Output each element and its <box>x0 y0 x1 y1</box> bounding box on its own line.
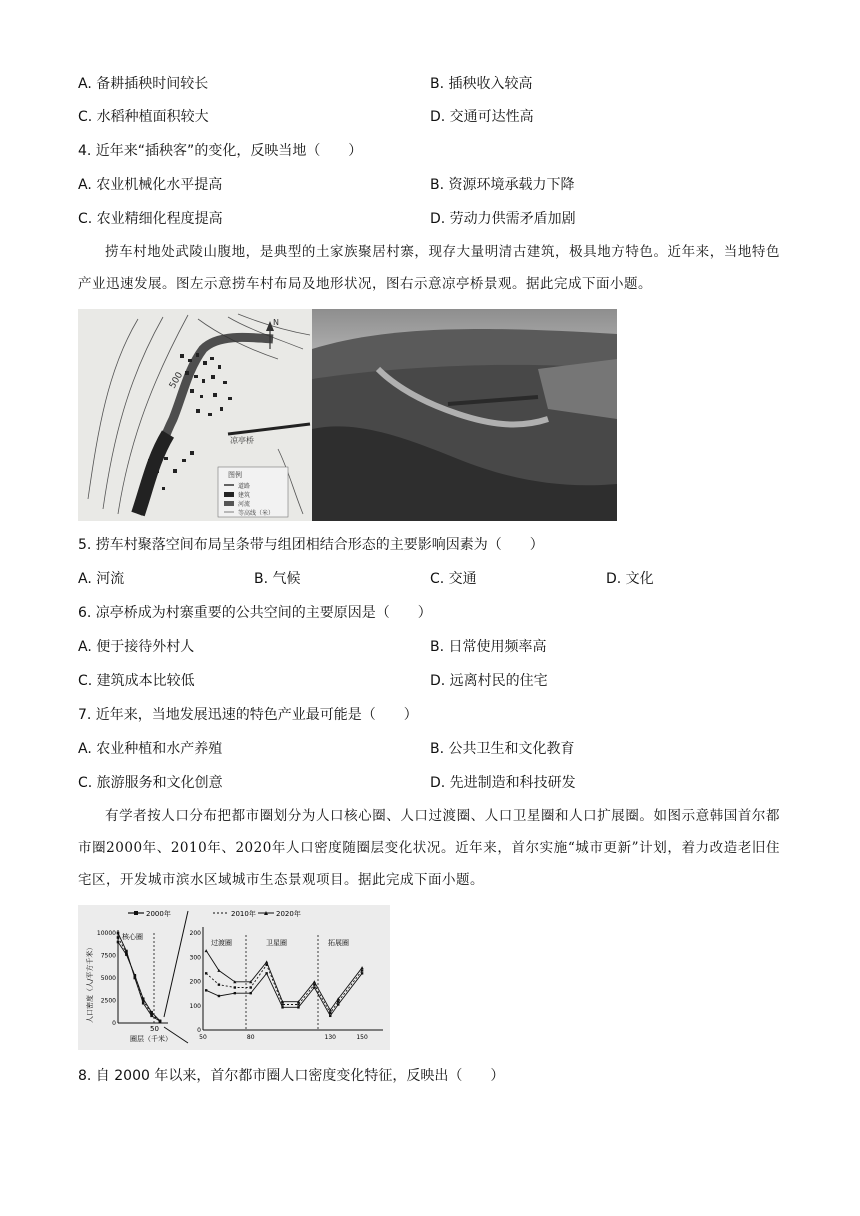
right-point <box>360 966 363 969</box>
zone-core-label: 核心圈 <box>122 933 143 941</box>
right-point <box>205 989 207 991</box>
q6-option-b: B. 日常使用频率高 <box>430 639 547 655</box>
q4-option-b: B. 资源环境承载力下降 <box>430 177 575 193</box>
left-point <box>134 974 137 977</box>
zone-expansion-label: 拓展圈 <box>328 939 349 947</box>
legend-building: 建筑 <box>238 492 251 499</box>
zone-satellite-label: 卫星圈 <box>266 939 287 947</box>
north-label: N <box>273 318 279 327</box>
left-point <box>117 941 120 944</box>
right-point <box>337 1003 339 1005</box>
right-point <box>265 972 267 974</box>
right-series <box>205 949 364 1017</box>
right-y-ticks <box>190 930 202 1034</box>
right-y-tick: 200 <box>189 930 201 937</box>
q7-option-c: C. 旅游服务和文化创意 <box>78 775 223 791</box>
q6-option-c: C. 建筑成本比较低 <box>78 673 195 689</box>
left-point <box>117 932 120 935</box>
passage-2: 有学者按人口分布把都市圈划分为人口核心圈、人口过渡圈、人口卫星圈和人口扩展圈。如图示意韩国首尔都市圈2000年、2010年、2020年人口密度随圈层变化状况。近年来，首尔实施“城市更新”计划，着力改造老旧住宅区，开发城市滨水区域城市生态景观项目。据此完成下面小题。 <box>78 808 780 888</box>
legend-river: 河流 <box>238 501 251 508</box>
left-y-tick: 10000 <box>96 930 116 937</box>
left-y-ticks <box>97 930 116 1027</box>
left-point <box>142 997 145 1000</box>
right-y-tick: 100 <box>189 1002 201 1010</box>
contour-label: 500 <box>167 370 186 391</box>
legend-2010: 2010年 <box>231 910 256 918</box>
right-point <box>218 983 220 985</box>
legend-title: 图例 <box>228 471 242 479</box>
zone-transition-label: 过渡圈 <box>211 939 232 947</box>
left-point <box>150 1011 153 1014</box>
q5-option-b: B. 气候 <box>254 571 301 587</box>
right-series-line-2000年 <box>206 973 362 1016</box>
left-y-tick: 0 <box>112 1020 116 1027</box>
legend-road: 道路 <box>238 483 251 490</box>
q3-option-d: D. 交通可达性高 <box>430 109 534 125</box>
left-point <box>159 1020 162 1023</box>
q7-option-d: D. 先进制造和科技研发 <box>430 775 576 791</box>
x-axis-label: 圈层（千米） <box>130 1035 172 1043</box>
q4-option-c: C. 农业精细化程度提高 <box>78 211 223 227</box>
y-axis-label: 人口密度（人/平方千米） <box>86 943 94 1023</box>
bridge-label: 凉亭桥 <box>230 436 254 445</box>
right-point <box>297 1003 299 1005</box>
right-point <box>281 1006 283 1008</box>
left-y-tick: 2500 <box>100 997 116 1005</box>
right-x-tick: 80 <box>246 1034 255 1041</box>
legend-2020: 2020年 <box>276 910 301 918</box>
left-point <box>142 1002 145 1005</box>
chart-legend <box>128 909 301 918</box>
bridge-landscape-photo <box>312 309 617 521</box>
right-point <box>361 972 363 974</box>
q4-stem: 4. 近年来“插秧客”的变化，反映当地（ ） <box>78 143 363 159</box>
q7-stem: 7. 近年来，当地发展迅速的特色产业最可能是（ ） <box>78 707 418 723</box>
right-x-tick: 130 <box>324 1034 336 1041</box>
right-point <box>297 1006 299 1008</box>
right-x-tick: 50 <box>199 1034 207 1041</box>
q5-stem: 5. 捞车村聚落空间布局呈条带与组团相结合形态的主要影响因素为（ ） <box>78 537 544 553</box>
passage-1: 捞车村地处武陵山腹地，是典型的土家族聚居村寨，现存大量明清古建筑，极具地方特色。近年来，当地特色产业迅速发展。图左示意捞车村布局及地形状况，图右示意凉亭桥景观。据此完成下面小题。 <box>78 244 780 292</box>
left-y-tick: 7500 <box>100 952 116 960</box>
left-y-tick: 5000 <box>100 975 116 982</box>
q7-option-b: B. 公共卫生和文化教育 <box>430 741 575 757</box>
right-point <box>313 980 316 983</box>
village-figure <box>78 309 617 521</box>
q3-option-b: B. 插秧收入较高 <box>430 76 533 92</box>
right-x-ticks <box>199 1034 368 1041</box>
right-y-tick: 300 <box>189 954 201 962</box>
village-map-and-photo <box>78 309 617 521</box>
right-point <box>329 1015 331 1017</box>
right-point <box>329 1012 331 1014</box>
right-point <box>218 995 220 997</box>
right-point <box>234 992 236 994</box>
legend-2000: 2000年 <box>146 910 171 918</box>
q3-option-c: C. 水稻种植面积较大 <box>78 109 209 125</box>
right-point <box>234 986 236 988</box>
q6-option-d: D. 远离村民的住宅 <box>430 673 548 689</box>
left-point <box>117 936 120 939</box>
left-point <box>125 953 128 956</box>
q4-option-d: D. 劳动力供需矛盾加剧 <box>430 211 576 227</box>
right-point <box>205 949 208 952</box>
q7-option-a: A. 农业种植和水产养殖 <box>78 741 223 757</box>
right-point <box>337 1000 339 1002</box>
density-chart <box>78 905 390 1050</box>
density-chart-svg <box>78 905 390 1050</box>
right-point <box>313 986 315 988</box>
left-x-tick-50: 50 <box>150 1025 159 1033</box>
q8-stem: 8. 自 2000 年以来，首尔都市圈人口密度变化特征，反映出（ ） <box>78 1068 505 1084</box>
q6-stem: 6. 凉亭桥成为村寨重要的公共空间的主要原因是（ ） <box>78 605 432 621</box>
right-point <box>361 969 363 971</box>
q4-option-a: A. 农业机械化水平提高 <box>78 177 223 193</box>
q6-option-a: A. 便于接待外村人 <box>78 639 195 655</box>
right-point <box>265 960 268 963</box>
right-series-line-2010年 <box>206 965 362 1013</box>
right-point <box>281 1003 283 1005</box>
right-point <box>205 972 207 974</box>
q3-option-a: A. 备耕插秧时间较长 <box>78 76 209 92</box>
right-y-tick: 200 <box>189 978 201 986</box>
right-x-tick: 150 <box>356 1034 368 1041</box>
left-series <box>117 932 162 1023</box>
q5-option-c: C. 交通 <box>430 571 477 587</box>
q5-option-d: D. 文化 <box>606 571 654 587</box>
right-y-tick: 0 <box>197 1027 201 1034</box>
right-point <box>250 986 252 988</box>
q5-option-a: A. 河流 <box>78 571 125 587</box>
legend-contour: 等高线（米） <box>238 510 275 517</box>
right-point <box>250 992 252 994</box>
map-legend <box>218 467 288 517</box>
